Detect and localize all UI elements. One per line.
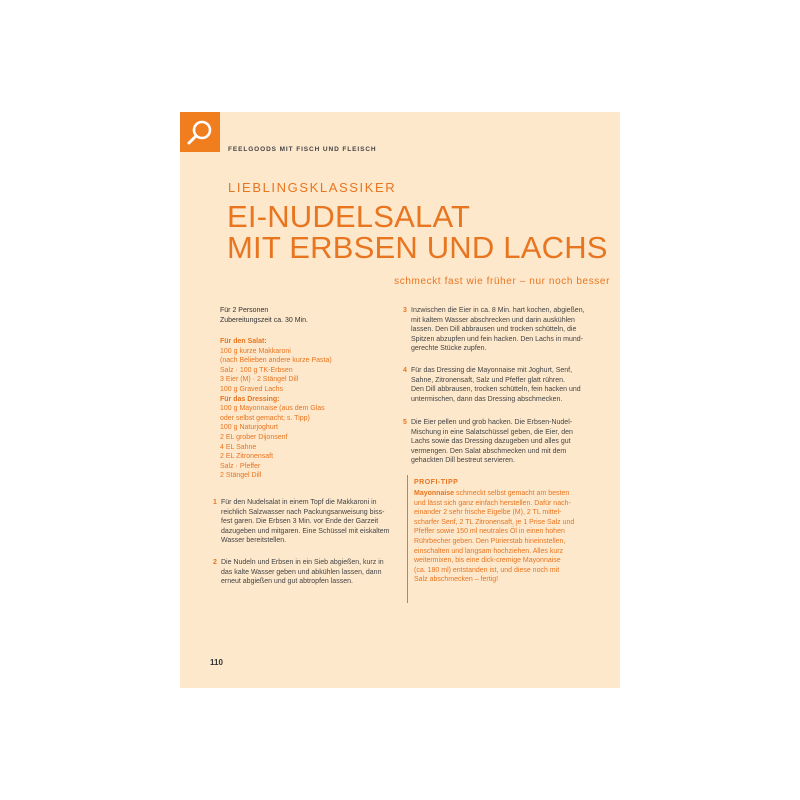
- ingredient-item: 2 EL grober Dijonsenf: [220, 433, 288, 441]
- step-5: [403, 418, 573, 466]
- step-line: Die Eier pellen und grob hacken. Die Erbsen-Nudel-: [411, 419, 573, 426]
- step-number: 2: [213, 559, 217, 566]
- tip-title: PROFI-TIPP: [414, 479, 459, 486]
- section-icon-box: [180, 112, 220, 152]
- tip-lead: Mayonnaise: [414, 490, 455, 497]
- salad-heading: Für den Salat:: [220, 338, 267, 345]
- ingredient-item: 100 g Naturjoghurt: [220, 424, 278, 432]
- step-4: [403, 366, 581, 404]
- tip-line: (ca. 180 ml) entstanden ist, und diese noch mit: [414, 566, 560, 574]
- ingredient-item: Salz · Pfeffer: [220, 462, 261, 470]
- ingredient-item: Salz · 100 g TK-Erbsen: [220, 366, 293, 374]
- step-number: 3: [403, 307, 407, 314]
- step-line: Sahne, Zitronensaft, Salz und Pfeffer glatt rühren.: [411, 376, 565, 384]
- ingredient-item: 2 EL Zitronensaft: [220, 453, 274, 461]
- ingredient-item: 100 g Graved Lachs: [220, 385, 284, 393]
- magnifier-icon: [186, 118, 214, 146]
- prep-time: Zubereitungszeit ca. 30 Min.: [220, 316, 308, 324]
- recipe-meta: [220, 306, 308, 325]
- recipe-title: [227, 201, 608, 263]
- ingredient-item: 3 Eier (M) · 2 Stängel Dill: [220, 376, 299, 384]
- ingredient-item: 2 Stängel Dill: [220, 472, 262, 480]
- tip-line-rest: schmeckt selbst gemacht am besten: [454, 490, 570, 497]
- step-1: [213, 498, 390, 546]
- ingredient-item: 100 g Mayonnaise (aus dem Glas: [220, 405, 325, 413]
- page-number: 110: [210, 658, 223, 667]
- tip-line: einander 2 sehr frische Eigelbe (M), 2 TL mittel-: [414, 509, 562, 517]
- step-line: fest garen. Die Erbsen 3 Min. vor Ende der Garzeit: [221, 518, 379, 526]
- ingredient-item: (nach Belieben andere kurze Pasta): [220, 357, 332, 365]
- tip-line: scharfer Senf, 2 TL Zitronensaft, je 1 Prise Salz und: [414, 518, 575, 526]
- ingredient-item: oder selbst gemacht; s. Tipp): [220, 414, 310, 422]
- step-line: reichlich Salzwasser nach Packungsanweisung biss-: [221, 508, 385, 516]
- ingredients-list: [220, 337, 332, 481]
- step-line: Inzwischen die Eier in ca. 8 Min. hart kochen, abgießen,: [411, 307, 585, 314]
- tip-line: Rührbecher geben. Den Pürierstab hineinstellen,: [414, 537, 566, 545]
- tip-line: Salz abschmecken – fertig!: [414, 576, 499, 584]
- tip-line: weitermixen, bis eine dick-cremige Mayonnaise: [414, 557, 561, 565]
- tip-line: und lässt sich ganz einfach herstellen. Dafür nach-: [414, 499, 571, 507]
- step-line: vermengen. Den Salat abschmecken und mit dem: [411, 447, 567, 455]
- step-line: gerechte Stücke zupfen.: [411, 345, 487, 353]
- step-line: erneut abgießen und gut abtropfen lassen.: [221, 578, 353, 586]
- recipe-kicker: LIEBLINGSKLASSIKER: [228, 180, 397, 195]
- step-line: lassen. Den Dill abbrausen und trocken schütteln, die: [411, 326, 577, 334]
- step-line: Lachs sowie das Dressing dazugeben und alles gut: [411, 438, 571, 446]
- recipe-subtitle: schmeckt fast wie früher – nur noch besser: [394, 276, 610, 287]
- dressing-heading: Für das Dressing:: [220, 395, 280, 403]
- step-number: 5: [403, 419, 407, 426]
- tip-line: Pfeffer sowie 150 ml neutrales Öl in einen hohen: [414, 528, 565, 536]
- step-line: Den Dill abbrausen, trocken schütteln, fein hacken und: [411, 386, 581, 394]
- step-number: 1: [213, 499, 217, 506]
- step-line: Für den Nudelsalat in einem Topf die Makkaroni in: [221, 499, 377, 506]
- servings: Für 2 Personen: [220, 307, 269, 314]
- step-line: gehackten Dill bestreut servieren.: [411, 457, 515, 465]
- recipe-title-line: MIT ERBSEN UND LACHS: [227, 230, 608, 265]
- step-line: das kalte Wasser geben und abkühlen lassen, dann: [221, 568, 382, 576]
- step-line: Die Nudeln und Erbsen in ein Sieb abgießen, kurz in: [221, 559, 384, 566]
- ingredient-item: 100 g kurze Makkaroni: [220, 347, 291, 355]
- tip-text: [414, 489, 590, 585]
- section-label: FEELGOODS MIT FISCH UND FLEISCH: [228, 146, 377, 153]
- recipe-title-line: EI-NUDELSALAT: [227, 199, 471, 234]
- step-line: untermischen, dann das Dressing abschmecken.: [411, 395, 563, 403]
- tip-line: einschalten und langsam hochziehen. Alles kurz: [414, 547, 564, 555]
- step-line: mit kaltem Wasser abschrecken und darin auskühlen: [411, 316, 575, 324]
- tip-line: [414, 489, 590, 499]
- step-line: Mischung in eine Salatschüssel geben, die Eier, den: [411, 428, 573, 436]
- step-line: Spitzen abzupfen und fein hacken. Den Lachs in mund-: [411, 335, 584, 343]
- ingredient-item: 4 EL Sahne: [220, 443, 257, 451]
- step-2: [213, 558, 384, 587]
- step-line: dazugeben und mitgaren. Eine Schüssel mit eiskaltem: [221, 527, 390, 535]
- step-number: 4: [403, 367, 407, 374]
- step-3: [403, 306, 585, 354]
- step-line: Für das Dressing die Mayonnaise mit Joghurt, Senf,: [411, 367, 573, 374]
- step-line: Wasser bereitstellen.: [221, 537, 287, 545]
